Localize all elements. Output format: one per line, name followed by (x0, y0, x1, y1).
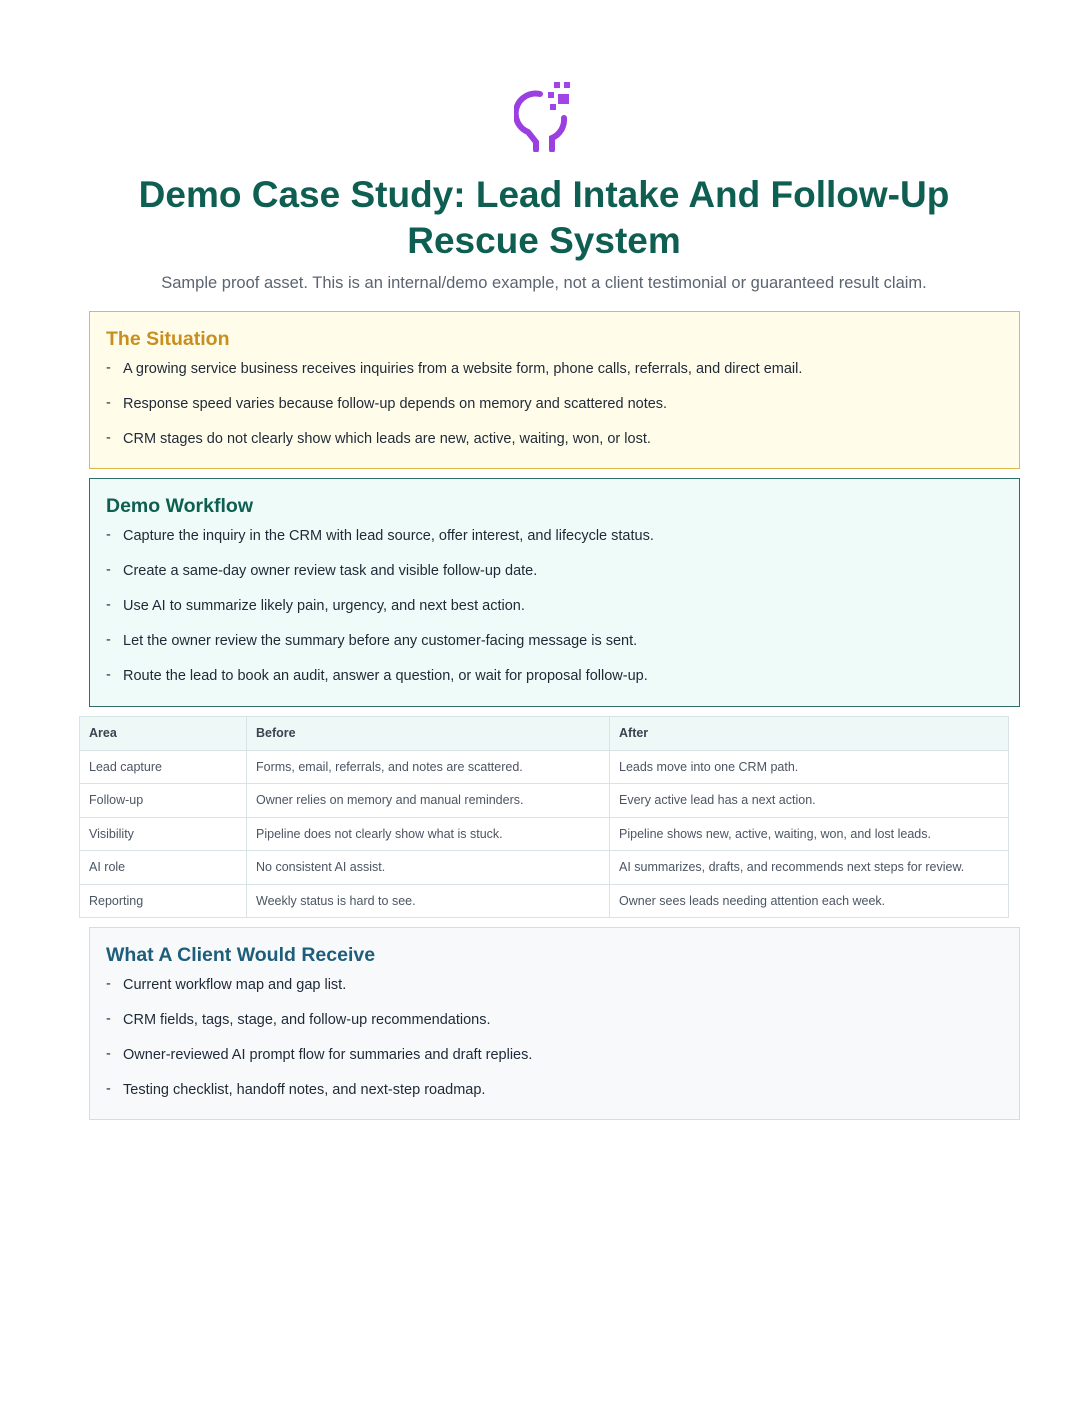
table-header-row (80, 717, 1009, 751)
list-item-text: CRM stages do not clearly show which leads are new, active, waiting, won, or lost. (123, 431, 651, 447)
table-row (80, 851, 1009, 885)
deliverables-list (106, 976, 1003, 1100)
bullet-dash: - (106, 597, 111, 613)
table-row (80, 817, 1009, 851)
list-item (106, 1046, 1003, 1065)
cell-after: Leads move into one CRM path. (610, 750, 1009, 784)
cell-area: AI role (80, 851, 247, 885)
list-item (106, 527, 1003, 546)
column-header-before: Before (247, 717, 610, 751)
list-item (106, 360, 1003, 379)
workflow-panel (89, 478, 1020, 707)
list-item-text: Use AI to summarize likely pain, urgency, and next best action. (123, 598, 525, 614)
table-row (80, 784, 1009, 818)
list-item-text: Let the owner review the summary before any customer-facing message is sent. (123, 633, 638, 649)
bullet-dash: - (106, 1046, 111, 1062)
list-item-text: Route the lead to book an audit, answer a question, or wait for proposal follow-up. (123, 668, 648, 684)
situation-heading: The Situation (106, 328, 230, 350)
cell-before: Forms, email, referrals, and notes are scattered. (247, 750, 610, 784)
table-row (80, 750, 1009, 784)
list-item-text: A growing service business receives inquiries from a website form, phone calls, referrals, and direct email. (123, 361, 803, 377)
deliverables-panel (89, 927, 1020, 1120)
bullet-dash: - (106, 527, 111, 543)
list-item (106, 395, 1003, 414)
list-item-text: Capture the inquiry in the CRM with lead source, offer interest, and lifecycle status. (123, 528, 654, 544)
bullet-dash: - (106, 395, 111, 411)
list-item (106, 597, 1003, 616)
cell-area: Reporting (80, 884, 247, 918)
bullet-dash: - (106, 430, 111, 446)
cell-before: No consistent AI assist. (247, 851, 610, 885)
cell-after: AI summarizes, drafts, and recommends next steps for review. (610, 851, 1009, 885)
cell-area: Follow-up (80, 784, 247, 818)
cell-before: Owner relies on memory and manual reminders. (247, 784, 610, 818)
pixel-lightbulb-logo-icon (514, 80, 574, 152)
list-item (106, 1011, 1003, 1030)
list-item-text: Current workflow map and gap list. (123, 977, 347, 993)
list-item (106, 562, 1003, 581)
list-item (106, 632, 1003, 651)
cell-after: Pipeline shows new, active, waiting, won, and lost leads. (610, 817, 1009, 851)
column-header-after: After (610, 717, 1009, 751)
column-header-area: Area (80, 717, 247, 751)
list-item-text: Owner-reviewed AI prompt flow for summaries and draft replies. (123, 1047, 533, 1063)
situation-list (106, 360, 1003, 449)
deliverables-heading: What A Client Would Receive (106, 944, 376, 966)
bullet-dash: - (106, 562, 111, 578)
list-item-text: CRM fields, tags, stage, and follow-up recommendations. (123, 1012, 491, 1028)
workflow-heading: Demo Workflow (106, 495, 253, 517)
cell-area: Lead capture (80, 750, 247, 784)
table-row (80, 884, 1009, 918)
cell-area: Visibility (80, 817, 247, 851)
cell-before: Pipeline does not clearly show what is stuck. (247, 817, 610, 851)
list-item (106, 667, 1003, 686)
bullet-dash: - (106, 976, 111, 992)
bullet-dash: - (106, 1011, 111, 1027)
cell-after: Owner sees leads needing attention each week. (610, 884, 1009, 918)
list-item (106, 430, 1003, 449)
cell-before: Weekly status is hard to see. (247, 884, 610, 918)
list-item (106, 976, 1003, 995)
page-title: Demo Case Study: Lead Intake And Follow-Up Rescue System (138, 174, 950, 261)
before-after-table (79, 716, 1009, 918)
list-item-text: Response speed varies because follow-up depends on memory and scattered notes. (123, 396, 668, 412)
bullet-dash: - (106, 1081, 111, 1097)
bullet-dash: - (106, 360, 111, 376)
bullet-dash: - (106, 632, 111, 648)
situation-panel (89, 311, 1020, 469)
page-subtitle: Sample proof asset. This is an internal/demo example, not a client testimonial or guaranteed result claim. (161, 274, 927, 292)
list-item (106, 1081, 1003, 1100)
bullet-dash: - (106, 667, 111, 683)
workflow-list (106, 527, 1003, 686)
list-item-text: Create a same-day owner review task and visible follow-up date. (123, 563, 538, 579)
list-item-text: Testing checklist, handoff notes, and next-step roadmap. (123, 1082, 486, 1098)
cell-after: Every active lead has a next action. (610, 784, 1009, 818)
